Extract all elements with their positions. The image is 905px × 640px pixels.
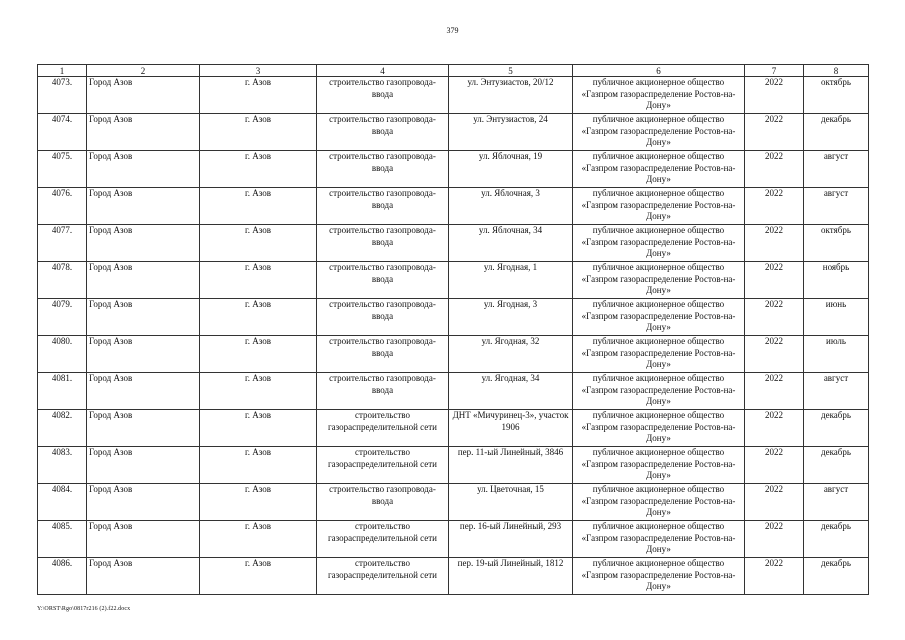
table-row: [38, 262, 869, 299]
address-cell: ул. Энтузиастов, 24: [449, 114, 573, 151]
locality-cell: г. Азов: [200, 299, 317, 336]
table-row: [38, 484, 869, 521]
year-cell: 2022: [745, 299, 804, 336]
row-number: 4082.: [38, 410, 87, 447]
month-cell: октябрь: [804, 225, 869, 262]
row-number: 4080.: [38, 336, 87, 373]
month-cell: декабрь: [804, 410, 869, 447]
column-header-5: 5: [449, 65, 573, 77]
locality-cell: г. Азов: [200, 558, 317, 595]
work-type-cell: строительство газопровода-ввода: [317, 299, 449, 336]
organization-cell: публичное акционерное общество «Газпром газораспределение Ростов-на-Дону»: [573, 558, 745, 595]
row-number: 4073.: [38, 77, 87, 114]
address-cell: пер. 19-ый Линейный, 1812: [449, 558, 573, 595]
locality-cell: г. Азов: [200, 188, 317, 225]
table-row: [38, 114, 869, 151]
district-cell: Город Азов: [87, 336, 200, 373]
locality-cell: г. Азов: [200, 77, 317, 114]
district-cell: Город Азов: [87, 410, 200, 447]
month-cell: август: [804, 151, 869, 188]
column-header-4: 4: [317, 65, 449, 77]
table-row: [38, 299, 869, 336]
year-cell: 2022: [745, 262, 804, 299]
address-cell: ул. Ягодная, 1: [449, 262, 573, 299]
month-cell: декабрь: [804, 521, 869, 558]
month-cell: июль: [804, 336, 869, 373]
year-cell: 2022: [745, 336, 804, 373]
row-number: 4083.: [38, 447, 87, 484]
locality-cell: г. Азов: [200, 151, 317, 188]
address-cell: ул. Энтузиастов, 20/12: [449, 77, 573, 114]
locality-cell: г. Азов: [200, 447, 317, 484]
work-type-cell: строительство газопровода-ввода: [317, 484, 449, 521]
year-cell: 2022: [745, 151, 804, 188]
address-cell: пер. 16-ый Линейный, 293: [449, 521, 573, 558]
row-number: 4075.: [38, 151, 87, 188]
district-cell: Город Азов: [87, 299, 200, 336]
row-number: 4079.: [38, 299, 87, 336]
year-cell: 2022: [745, 188, 804, 225]
district-cell: Город Азов: [87, 558, 200, 595]
table-row: [38, 188, 869, 225]
year-cell: 2022: [745, 373, 804, 410]
work-type-cell: строительство газопровода-ввода: [317, 151, 449, 188]
district-cell: Город Азов: [87, 262, 200, 299]
year-cell: 2022: [745, 225, 804, 262]
column-header-7: 7: [745, 65, 804, 77]
month-cell: декабрь: [804, 114, 869, 151]
district-cell: Город Азов: [87, 151, 200, 188]
year-cell: 2022: [745, 484, 804, 521]
locality-cell: г. Азов: [200, 262, 317, 299]
district-cell: Город Азов: [87, 114, 200, 151]
column-header-2: 2: [87, 65, 200, 77]
gasification-table: [37, 64, 869, 595]
organization-cell: публичное акционерное общество «Газпром газораспределение Ростов-на-Дону»: [573, 521, 745, 558]
address-cell: ул. Яблочная, 34: [449, 225, 573, 262]
district-cell: Город Азов: [87, 447, 200, 484]
work-type-cell: строительство газопровода-ввода: [317, 77, 449, 114]
work-type-cell: строительство газораспределительной сети: [317, 410, 449, 447]
locality-cell: г. Азов: [200, 521, 317, 558]
work-type-cell: строительство газопровода-ввода: [317, 114, 449, 151]
address-cell: ул. Яблочная, 19: [449, 151, 573, 188]
column-header-1: 1: [38, 65, 87, 77]
month-cell: октябрь: [804, 77, 869, 114]
organization-cell: публичное акционерное общество «Газпром газораспределение Ростов-на-Дону»: [573, 114, 745, 151]
work-type-cell: строительство газопровода-ввода: [317, 225, 449, 262]
locality-cell: г. Азов: [200, 410, 317, 447]
address-cell: пер. 11-ый Линейный, 3846: [449, 447, 573, 484]
month-cell: ноябрь: [804, 262, 869, 299]
table-row: [38, 77, 869, 114]
table-row: [38, 447, 869, 484]
month-cell: июнь: [804, 299, 869, 336]
year-cell: 2022: [745, 77, 804, 114]
year-cell: 2022: [745, 521, 804, 558]
district-cell: Город Азов: [87, 188, 200, 225]
locality-cell: г. Азов: [200, 373, 317, 410]
row-number: 4076.: [38, 188, 87, 225]
address-cell: ДНТ «Мичуринец-3», участок 1906: [449, 410, 573, 447]
month-cell: август: [804, 484, 869, 521]
organization-cell: публичное акционерное общество «Газпром газораспределение Ростов-на-Дону»: [573, 77, 745, 114]
table-row: [38, 151, 869, 188]
locality-cell: г. Азов: [200, 484, 317, 521]
header-row: [38, 65, 869, 77]
row-number: 4085.: [38, 521, 87, 558]
page-number: 379: [446, 26, 459, 35]
organization-cell: публичное акционерное общество «Газпром газораспределение Ростов-на-Дону»: [573, 410, 745, 447]
district-cell: Город Азов: [87, 77, 200, 114]
district-cell: Город Азов: [87, 373, 200, 410]
organization-cell: публичное акционерное общество «Газпром газораспределение Ростов-на-Дону»: [573, 447, 745, 484]
address-cell: ул. Ягодная, 32: [449, 336, 573, 373]
year-cell: 2022: [745, 447, 804, 484]
organization-cell: публичное акционерное общество «Газпром газораспределение Ростов-на-Дону»: [573, 336, 745, 373]
month-cell: декабрь: [804, 558, 869, 595]
file-path-footer: Y:\ORST\Rgo\0817r216 (2).f22.docx: [37, 606, 131, 612]
row-number: 4081.: [38, 373, 87, 410]
locality-cell: г. Азов: [200, 336, 317, 373]
month-cell: август: [804, 373, 869, 410]
work-type-cell: строительство газопровода-ввода: [317, 336, 449, 373]
column-header-8: 8: [804, 65, 869, 77]
address-cell: ул. Ягодная, 3: [449, 299, 573, 336]
organization-cell: публичное акционерное общество «Газпром газораспределение Ростов-на-Дону»: [573, 373, 745, 410]
row-number: 4074.: [38, 114, 87, 151]
work-type-cell: строительство газораспределительной сети: [317, 558, 449, 595]
organization-cell: публичное акционерное общество «Газпром газораспределение Ростов-на-Дону»: [573, 151, 745, 188]
table-row: [38, 225, 869, 262]
work-type-cell: строительство газораспределительной сети: [317, 447, 449, 484]
year-cell: 2022: [745, 114, 804, 151]
year-cell: 2022: [745, 410, 804, 447]
table-row: [38, 336, 869, 373]
month-cell: август: [804, 188, 869, 225]
table-row: [38, 521, 869, 558]
organization-cell: публичное акционерное общество «Газпром газораспределение Ростов-на-Дону»: [573, 299, 745, 336]
address-cell: ул. Яблочная, 3: [449, 188, 573, 225]
locality-cell: г. Азов: [200, 114, 317, 151]
district-cell: Город Азов: [87, 225, 200, 262]
address-cell: ул. Цветочная, 15: [449, 484, 573, 521]
organization-cell: публичное акционерное общество «Газпром газораспределение Ростов-на-Дону»: [573, 484, 745, 521]
row-number: 4077.: [38, 225, 87, 262]
organization-cell: публичное акционерное общество «Газпром газораспределение Ростов-на-Дону»: [573, 225, 745, 262]
row-number: 4078.: [38, 262, 87, 299]
organization-cell: публичное акционерное общество «Газпром газораспределение Ростов-на-Дону»: [573, 188, 745, 225]
column-header-6: 6: [573, 65, 745, 77]
row-number: 4084.: [38, 484, 87, 521]
district-cell: Город Азов: [87, 484, 200, 521]
work-type-cell: строительство газопровода-ввода: [317, 373, 449, 410]
month-cell: декабрь: [804, 447, 869, 484]
locality-cell: г. Азов: [200, 225, 317, 262]
row-number: 4086.: [38, 558, 87, 595]
work-type-cell: строительство газопровода-ввода: [317, 262, 449, 299]
column-header-3: 3: [200, 65, 317, 77]
address-cell: ул. Ягодная, 34: [449, 373, 573, 410]
work-type-cell: строительство газораспределительной сети: [317, 521, 449, 558]
table-row: [38, 373, 869, 410]
table-row: [38, 558, 869, 595]
year-cell: 2022: [745, 558, 804, 595]
table-row: [38, 410, 869, 447]
district-cell: Город Азов: [87, 521, 200, 558]
work-type-cell: строительство газопровода-ввода: [317, 188, 449, 225]
organization-cell: публичное акционерное общество «Газпром газораспределение Ростов-на-Дону»: [573, 262, 745, 299]
